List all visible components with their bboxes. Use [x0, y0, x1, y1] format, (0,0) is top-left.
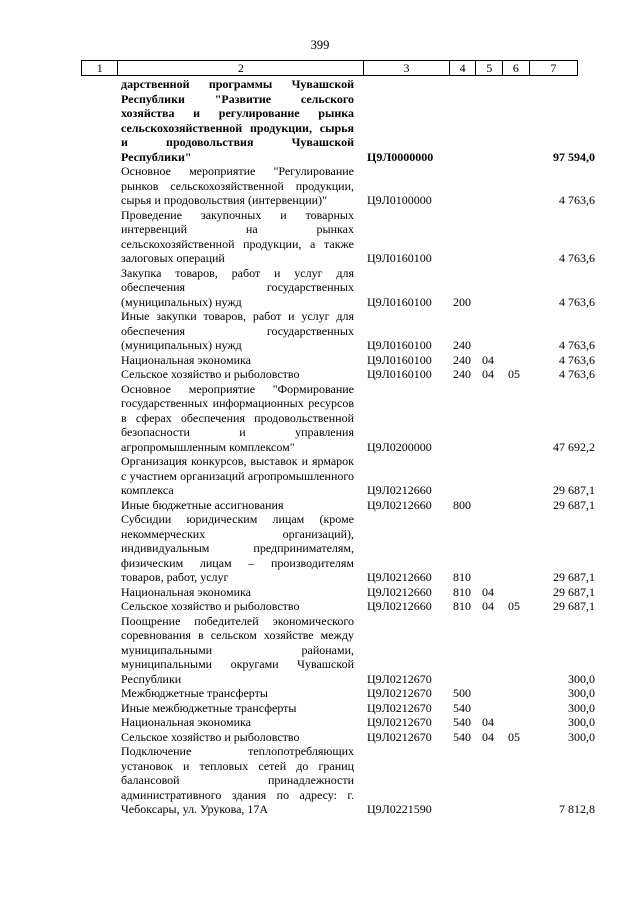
- row-sum: 29 687,1: [553, 497, 595, 512]
- table-row: [121, 353, 601, 368]
- row-name: Основное мероприятие "Регулирование рынков сельскохозяйственной продукции, сырья и продовольствия (интервенции)": [121, 164, 354, 207]
- row-expense-type: 240: [453, 352, 471, 367]
- row-name: Иные бюджетные ассигнования: [121, 497, 284, 512]
- row-code: Ц9Л0212660: [367, 570, 432, 584]
- row-name: Основное мероприятие "Формирование государственных информационных ресурсов в сферах обеспечения продовольственной безопасности и управления агропромышленным комплексом": [121, 381, 354, 454]
- table-row: [121, 382, 601, 455]
- row-name: Национальная экономика: [121, 584, 251, 599]
- row-sum: 300,0: [568, 671, 595, 686]
- row-sum: 47 692,2: [553, 439, 595, 454]
- column-header-6: 6: [503, 61, 530, 76]
- row-sum: 4 763,6: [559, 338, 595, 352]
- row-name: Организация конкурсов, выставок и ярмарок с участием организаций агропромышленного комплекса: [121, 454, 354, 497]
- row-code: Ц9Л0160100: [367, 352, 432, 367]
- row-code: Ц9Л0212660: [367, 483, 432, 497]
- row-sum: 300,0: [568, 715, 595, 729]
- row-code: Ц9Л0212670: [367, 686, 432, 700]
- row-sum: 300,0: [568, 686, 595, 700]
- row-section: 04: [482, 715, 494, 729]
- column-header-2: 2: [118, 61, 364, 76]
- page-number: 399: [310, 38, 330, 52]
- table-row: [121, 309, 601, 353]
- row-subsection: 05: [508, 729, 520, 744]
- row-name: Сельское хозяйство и рыболовство: [121, 367, 300, 381]
- table-row: [121, 744, 601, 817]
- row-name: Национальная экономика: [121, 352, 251, 367]
- row-code: Ц9Л0212660: [367, 584, 432, 599]
- row-sum: 29 687,1: [553, 483, 595, 497]
- row-sum: 4 763,6: [559, 352, 595, 367]
- row-expense-type: 200: [453, 294, 471, 309]
- row-expense-type: 540: [453, 729, 471, 744]
- table-row: [121, 599, 601, 614]
- row-name: Подключение теплопотребляющих установок и тепловых сетей до границ балансовой принадлежности административного здания по адресу: г. Чебоксары, ул. Урукова, 17А: [121, 744, 354, 816]
- row-name: Сельское хозяйство и рыболовство: [121, 599, 300, 613]
- row-code: Ц9Л0160100: [367, 367, 432, 381]
- row-sum: 29 687,1: [553, 570, 595, 584]
- row-code: Ц9Л0160100: [367, 294, 432, 309]
- row-sum: 4 763,6: [559, 367, 595, 381]
- row-sum: 29 687,1: [553, 584, 595, 599]
- row-name: Поощрение победителей экономического соревнования в сельском хозяйстве между муниципальными районами, муниципальными округами Чувашской Республики: [121, 613, 354, 686]
- row-expense-type: 240: [453, 338, 471, 352]
- row-code: Ц9Л0212670: [367, 729, 432, 744]
- row-name: Субсидии юридическим лицам (кроме некоммерческих организаций), индивидуальным предпринимателям, физическим лицам – производителям товаров, работ, услуг: [121, 512, 354, 584]
- column-header-table: [81, 60, 578, 76]
- column-header-3: 3: [364, 61, 450, 76]
- table-row: [121, 367, 601, 382]
- row-code: Ц9Л0212670: [367, 700, 432, 715]
- row-section: 04: [482, 352, 494, 367]
- row-name: дарственной программы Чувашской Республики "Развитие сельского хозяйства и регулирование рынка сельскохозяйственной продукции, сырья и продовольствия Чувашской Республики": [121, 77, 354, 164]
- row-section: 04: [482, 599, 494, 613]
- row-name: Закупка товаров, работ и услуг для обеспечения государственных (муниципальных) нужд: [121, 265, 354, 309]
- table-row: [121, 498, 601, 513]
- row-expense-type: 540: [453, 700, 471, 715]
- row-name: Проведение закупочных и товарных интервенций на рынках сельскохозяйственной продукции, а также залоговых операций: [121, 207, 354, 265]
- row-name: Иные межбюджетные трансферты: [121, 700, 297, 715]
- row-expense-type: 810: [453, 599, 471, 613]
- row-code: Ц9Л0100000: [367, 193, 432, 207]
- row-section: 04: [482, 367, 494, 381]
- row-section: 04: [482, 584, 494, 599]
- column-header-7: 7: [529, 61, 577, 76]
- table-row: [121, 208, 601, 266]
- row-code: Ц9Л0212670: [367, 715, 432, 729]
- table-row: [121, 585, 601, 600]
- row-expense-type: 240: [453, 367, 471, 381]
- row-code: Ц9Л0000000: [367, 149, 434, 164]
- table-row: [121, 266, 601, 310]
- table-row: [121, 512, 601, 585]
- table-row: [121, 454, 601, 498]
- row-expense-type: 800: [453, 497, 471, 512]
- row-code: Ц9Л0200000: [367, 439, 432, 454]
- table-row: [121, 164, 601, 208]
- row-sum: 4 763,6: [559, 193, 595, 207]
- row-sum: 29 687,1: [553, 599, 595, 613]
- column-header-5: 5: [476, 61, 503, 76]
- row-name: Межбюджетные трансферты: [121, 686, 268, 700]
- row-subsection: 05: [508, 367, 520, 381]
- row-expense-type: 810: [453, 570, 471, 584]
- row-code: Ц9Л0160100: [367, 251, 432, 265]
- table-row: [121, 715, 601, 730]
- row-sum: 4 763,6: [559, 251, 595, 265]
- column-header-1: 1: [82, 61, 118, 76]
- row-sum: 300,0: [568, 729, 595, 744]
- table-row: [121, 686, 601, 701]
- row-sum: 4 763,6: [559, 294, 595, 309]
- row-sum: 7 812,8: [559, 802, 595, 816]
- column-header-4: 4: [449, 61, 476, 76]
- row-name: Сельское хозяйство и рыболовство: [121, 729, 300, 744]
- row-sum: 97 594,0: [553, 149, 595, 164]
- row-name: Национальная экономика: [121, 715, 251, 729]
- row-code: Ц9Л0221590: [367, 802, 432, 816]
- row-expense-type: 500: [453, 686, 471, 700]
- row-name: Иные закупки товаров, работ и услуг для обеспечения государственных (муниципальных) нужд: [121, 309, 354, 352]
- row-code: Ц9Л0212660: [367, 599, 432, 613]
- row-expense-type: 810: [453, 584, 471, 599]
- row-expense-type: 540: [453, 715, 471, 729]
- table-row: [121, 701, 601, 716]
- row-code: Ц9Л0212670: [367, 671, 432, 686]
- table-row: [121, 77, 601, 164]
- table-row: [121, 730, 601, 745]
- budget-table-body: [121, 77, 601, 817]
- row-code: Ц9Л0160100: [367, 338, 432, 352]
- row-code: Ц9Л0212660: [367, 497, 432, 512]
- row-subsection: 05: [508, 599, 520, 613]
- table-row: [121, 614, 601, 687]
- row-section: 04: [482, 729, 494, 744]
- row-sum: 300,0: [568, 700, 595, 715]
